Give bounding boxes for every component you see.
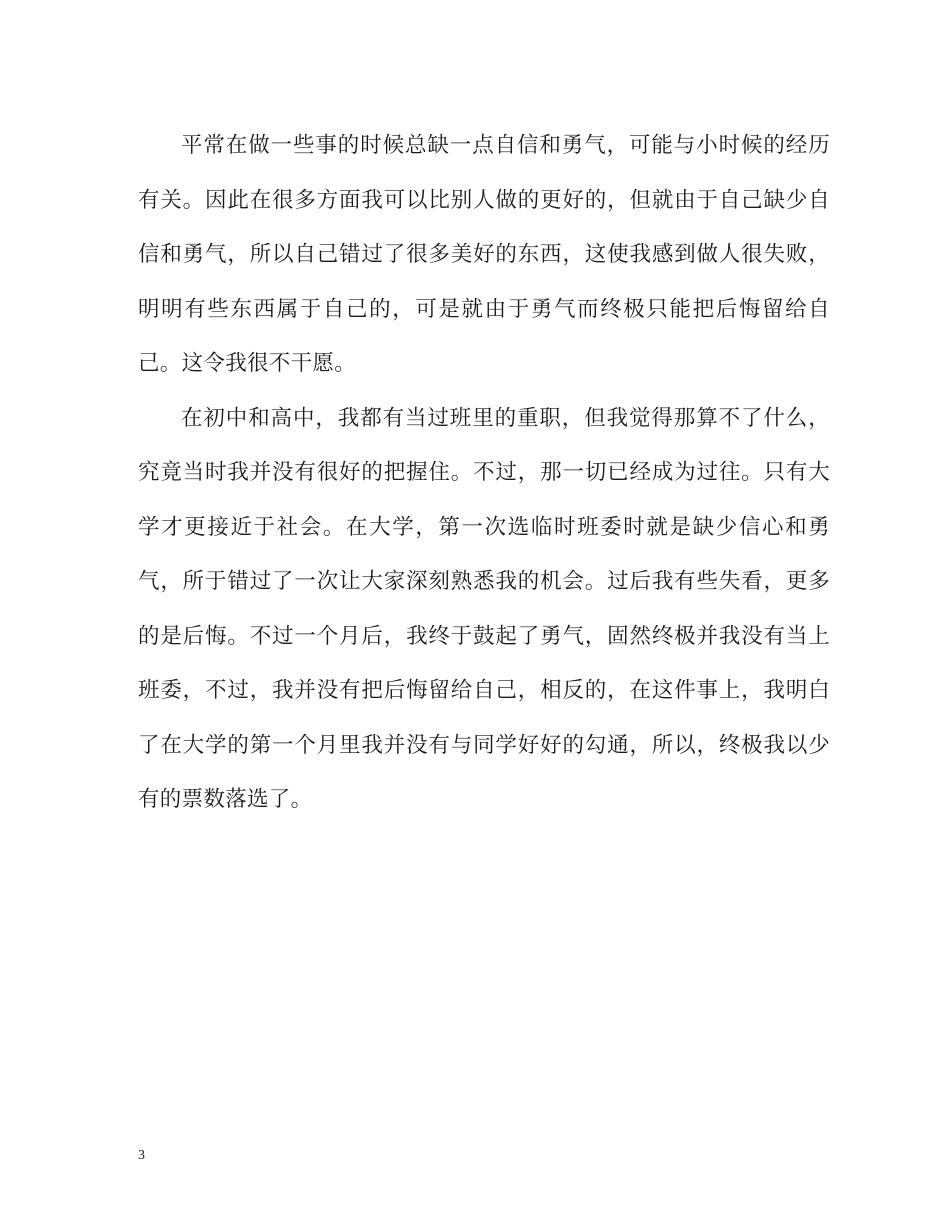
document-body xyxy=(138,119,830,828)
page-number: 3 xyxy=(138,1148,145,1163)
paragraph-1: 平常在做一些事的时候总缺一点自信和勇气，可能与小时候的经历有关。因此在很多方面我可以比别人做的更好的，但就由于自己缺少自信和勇气，所以自己错过了很多美好的东西，这使我感到做人很失败，明明有些东西属于自己的，可是就由于勇气而终极只能把后悔留给自己。这令我很不干愿。 xyxy=(138,133,830,376)
paragraph-2: 在初中和高中，我都有当过班里的重职，但我觉得那算不了什么，究竟当时我并没有很好的把握住。不过，那一切已经成为过往。只有大学才更接近于社会。在大学，第一次选临时班委时就是缺少信心和勇气，所于错过了一次让大家深刻熟悉我的机会。过后我有些失看，更多的是后悔。不过一个月后，我终于鼓起了勇气，固然终极并我没有当上班委，不过，我并没有把后悔留给自己，相反的，在这件事上，我明白了在大学的第一个月里我并没有与同学好好的勾通，所以，终极我以少有的票数落选了。 xyxy=(138,405,830,812)
